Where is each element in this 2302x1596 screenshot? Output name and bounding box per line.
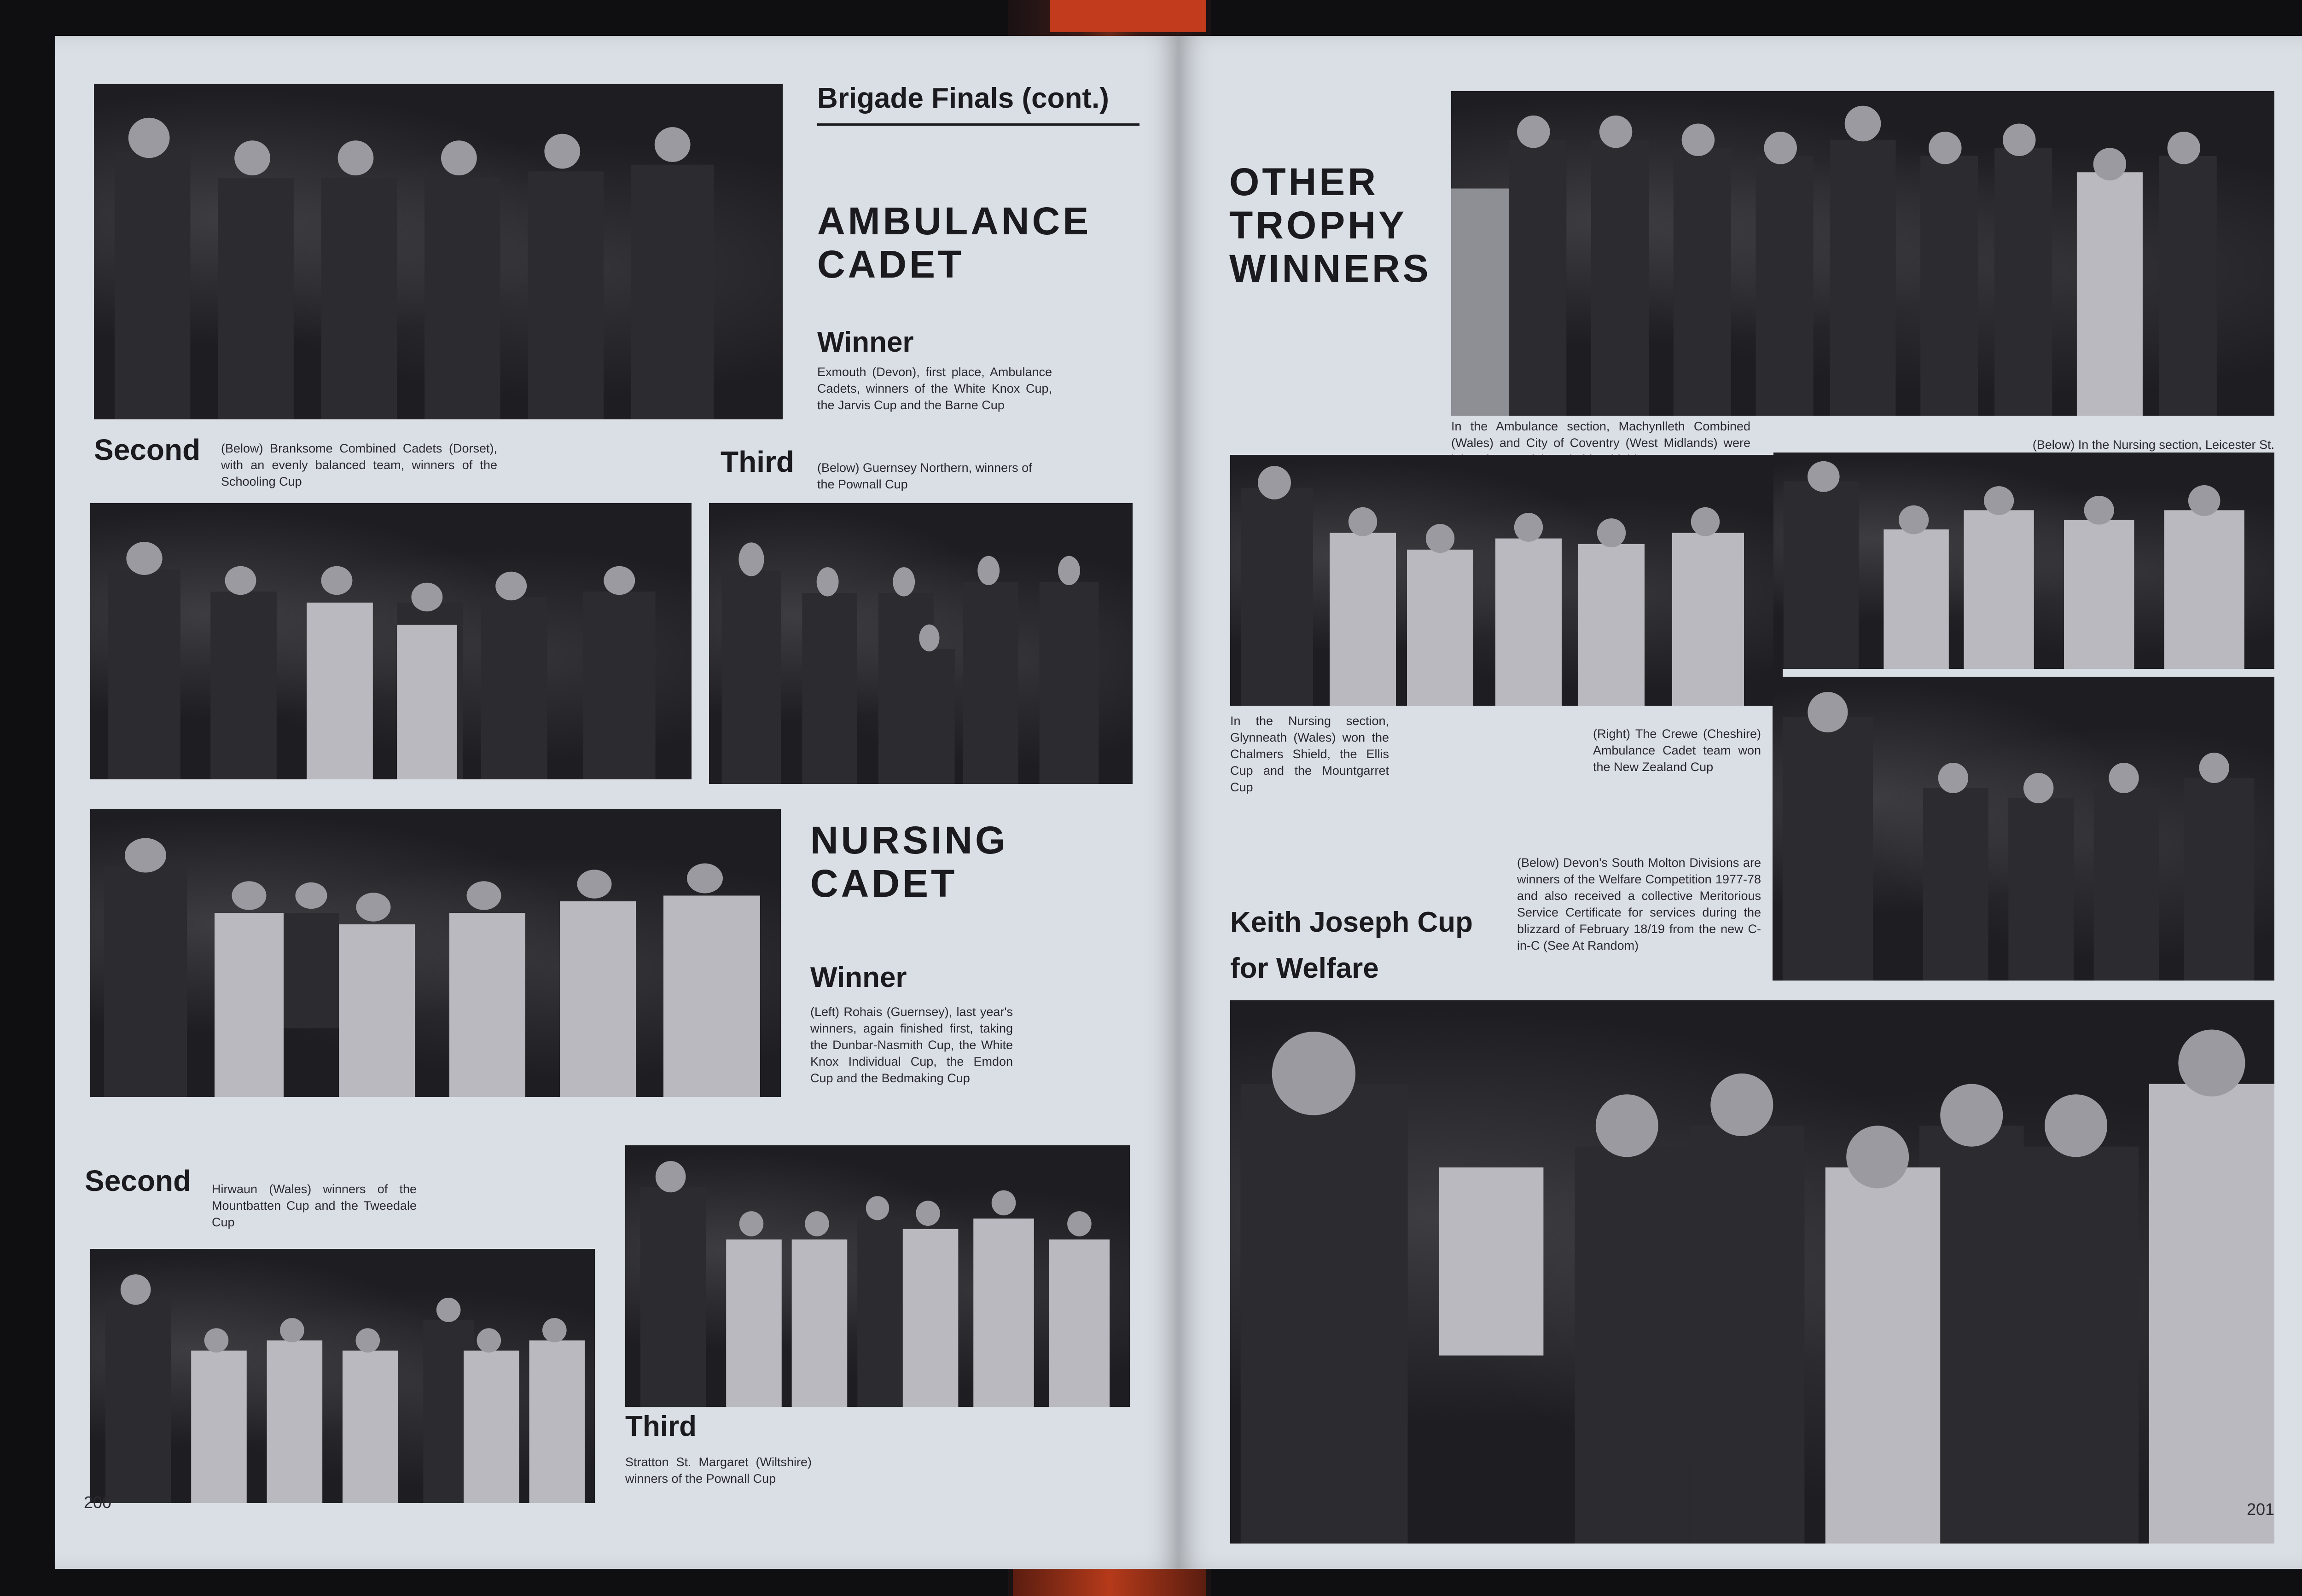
- ambulance-third-caption: (Below) Guernsey Northern, winners of the Pownall Cup: [817, 461, 1032, 491]
- photo-ambulance-second: [90, 503, 692, 779]
- ambulance-third-label: Third: [721, 445, 794, 478]
- ambulance-winner-caption: Exmouth (Devon), first place, Ambulance Cadets, winners of the White Knox Cup, the Jarvis Cup and the Barne Cup: [817, 365, 1052, 412]
- chalmers-caption: In the Nursing section, Glynneath (Wales) won the Chalmers Shield, the Ellis Cup and the Mountgarret Cup: [1230, 714, 1389, 794]
- figures-illustration: [625, 1145, 1130, 1407]
- right-page: [1179, 36, 2302, 1569]
- figures-illustration: [1230, 455, 1783, 706]
- golding-caption: (Below) In the Nursing section, Leicester St.: [2032, 438, 2274, 452]
- figures-illustration: [90, 503, 692, 779]
- nursing-winner-caption: (Left) Rohais (Guernsey), last year's winners, again finished first, taking the Dunbar-Nasmith Cup, the White Knox Individual Cup, the Emdon Cup and the Bedmaking Cup: [810, 1005, 1013, 1085]
- crewe-caption: (Right) The Crewe (Cheshire) Ambulance Cadet team won the New Zealand Cup: [1593, 727, 1761, 774]
- photo-trimble-shield: [1451, 91, 2274, 416]
- devon-caption: (Below) Devon's South Molton Divisions are winners of the Welfare Competition 1977-78 and also received a collective Meritorious Service Certificate for services during the blizzard of February 18/19 from the new C-in-C (See At Random): [1517, 856, 1761, 952]
- page-number-left: 200: [84, 1493, 112, 1512]
- photo-ambulance-winner: [94, 84, 783, 419]
- figures-illustration: [1773, 677, 2274, 981]
- section-title-rule: [817, 123, 1139, 126]
- photo-keith-joseph-cup: [1230, 1000, 2274, 1544]
- left-page: [55, 36, 1179, 1569]
- figures-illustration: [1773, 453, 2274, 669]
- ambulance-winner-label: Winner: [817, 326, 914, 358]
- nursing-third-label: Third: [625, 1410, 697, 1442]
- figures-illustration: [1230, 1000, 2274, 1544]
- nursing-winner-label: Winner: [810, 962, 907, 993]
- ambulance-cadet-heading: AMBULANCE CADET: [817, 199, 1092, 286]
- photo-chalmers-shield: [1230, 455, 1783, 706]
- figures-illustration: [94, 84, 783, 419]
- nursing-cadet-heading: NURSING CADET: [810, 818, 1008, 905]
- nursing-second-label: Second: [85, 1164, 192, 1197]
- keith-joseph-cup-heading: Keith Joseph Cup: [1230, 906, 1473, 938]
- nursing-third-caption: Stratton St. Margaret (Wiltshire) winners of the Pownall Cup: [625, 1455, 812, 1486]
- figures-illustration: [90, 809, 781, 1097]
- photo-nursing-winner: [90, 809, 781, 1097]
- spine-bookmark-top: [1050, 0, 1206, 32]
- photo-new-zealand-cup: [1773, 677, 2274, 981]
- figures-illustration: [1451, 91, 2274, 416]
- other-trophy-winners-heading: OTHER TROPHY WINNERS: [1229, 160, 1431, 290]
- page-number-right: 201: [2247, 1500, 2275, 1519]
- photo-golding-trophy: [1773, 453, 2274, 669]
- figures-illustration: [709, 503, 1133, 784]
- photo-ambulance-third: [709, 503, 1133, 784]
- trimble-caption: In the Ambulance section, Machynlleth Combined (Wales) and City of Coventry (West Midlands) were: [1451, 419, 1750, 450]
- photo-nursing-third: [625, 1145, 1130, 1407]
- section-title: Brigade Finals (cont.): [817, 82, 1109, 114]
- photo-nursing-second: [90, 1249, 595, 1503]
- ambulance-second-label: Second: [94, 433, 201, 466]
- figures-illustration: [90, 1249, 595, 1503]
- nursing-second-caption: Hirwaun (Wales) winners of the Mountbatten Cup and the Tweedale Cup: [212, 1182, 417, 1229]
- ambulance-second-caption: (Below) Branksome Combined Cadets (Dorset), with an evenly balanced team, winners of the Schooling Cup: [221, 441, 497, 488]
- for-welfare-heading: for Welfare: [1230, 952, 1379, 984]
